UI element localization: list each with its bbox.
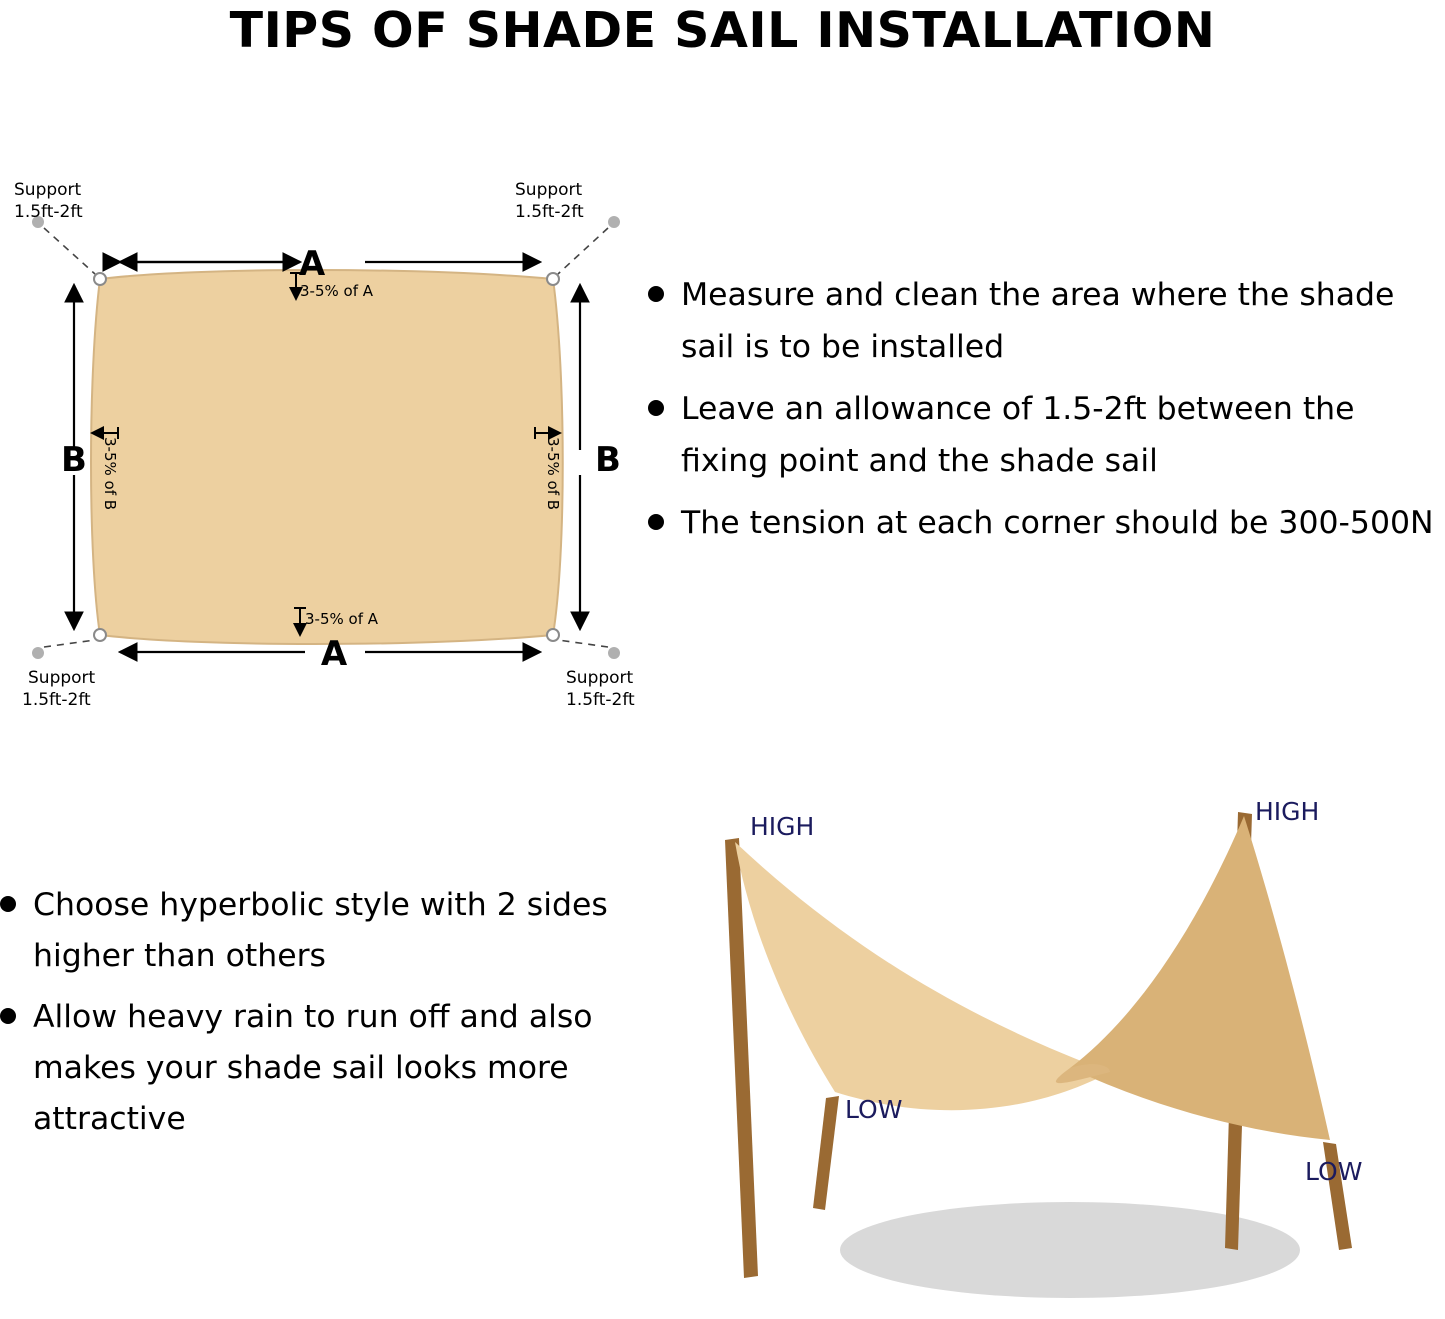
tip-text: Measure and clean the area where the shade sail is to be installed [681, 277, 1395, 365]
hyperbolic-sail-illustration [640, 780, 1445, 1319]
bullet-dot-icon [0, 896, 16, 912]
sail-lobe-right [1070, 816, 1330, 1140]
hyperbolic-tips-list [0, 880, 640, 1155]
rectangular-sail-diagram [0, 165, 660, 725]
bullet-dot-icon [648, 514, 664, 530]
sail-shape [91, 270, 563, 644]
list-item [648, 384, 1445, 488]
list-item [0, 880, 640, 982]
support-label-top-left-line1: Support [14, 180, 82, 200]
grommet-top-left [94, 273, 106, 285]
support-line-top-right [558, 228, 608, 274]
support-point-bottom-right [608, 647, 620, 659]
tip-text: Allow heavy rain to run off and also makes your shade sail looks more attractive [33, 999, 593, 1138]
support-label-bottom-left-line1: Support [28, 668, 96, 688]
tolerance-label-bottom: 3-5% of A [305, 610, 379, 628]
support-label-top-left-line2: 1.5ft-2ft [14, 202, 83, 222]
grommet-bottom-right [547, 629, 559, 641]
label-low-left: LOW [845, 1095, 903, 1124]
support-label-top-right-line2: 1.5ft-2ft [515, 202, 584, 222]
tip-text: Leave an allowance of 1.5-2ft between the fixing point and the shade sail [681, 390, 1355, 479]
bullet-dot-icon [648, 286, 664, 302]
dimension-label-top-a: A [298, 244, 326, 284]
dimension-label-right-b: B [595, 440, 621, 480]
bullet-dot-icon [0, 1008, 16, 1024]
support-line-bottom-left [44, 640, 95, 647]
grommet-top-right [547, 273, 559, 285]
tolerance-label-right: 3-5% of B [544, 437, 562, 511]
support-line-top-left [44, 228, 95, 274]
support-line-bottom-right [558, 640, 608, 647]
grommet-bottom-left [94, 629, 106, 641]
pole-low-left [813, 1096, 839, 1210]
support-label-bottom-right-line2: 1.5ft-2ft [566, 690, 635, 710]
bullet-dot-icon [648, 400, 664, 416]
tolerance-label-left: 3-5% of B [101, 437, 119, 511]
label-high-right: HIGH [1255, 797, 1320, 826]
list-item [648, 498, 1445, 550]
tolerance-label-top: 3-5% of A [300, 282, 374, 300]
tip-text: Choose hyperbolic style with 2 sides higher than others [33, 887, 608, 975]
label-low-right: LOW [1305, 1157, 1363, 1186]
dimension-label-bottom-a: A [320, 634, 348, 674]
support-point-bottom-left [32, 647, 44, 659]
support-point-top-right [608, 216, 620, 228]
support-label-top-right-line1: Support [515, 180, 583, 200]
label-high-left: HIGH [750, 812, 815, 841]
list-item [0, 992, 640, 1145]
list-item [648, 270, 1445, 374]
support-label-bottom-left-line2: 1.5ft-2ft [22, 690, 91, 710]
tip-text: The tension at each corner should be 300-500N [681, 504, 1434, 541]
sail-lobe-left [735, 842, 1110, 1110]
installation-tips-list [648, 270, 1445, 560]
page-title: TIPS OF SHADE SAIL INSTALLATION [229, 2, 1216, 59]
support-label-bottom-right-line1: Support [566, 668, 634, 688]
dimension-label-left-b: B [61, 440, 87, 480]
